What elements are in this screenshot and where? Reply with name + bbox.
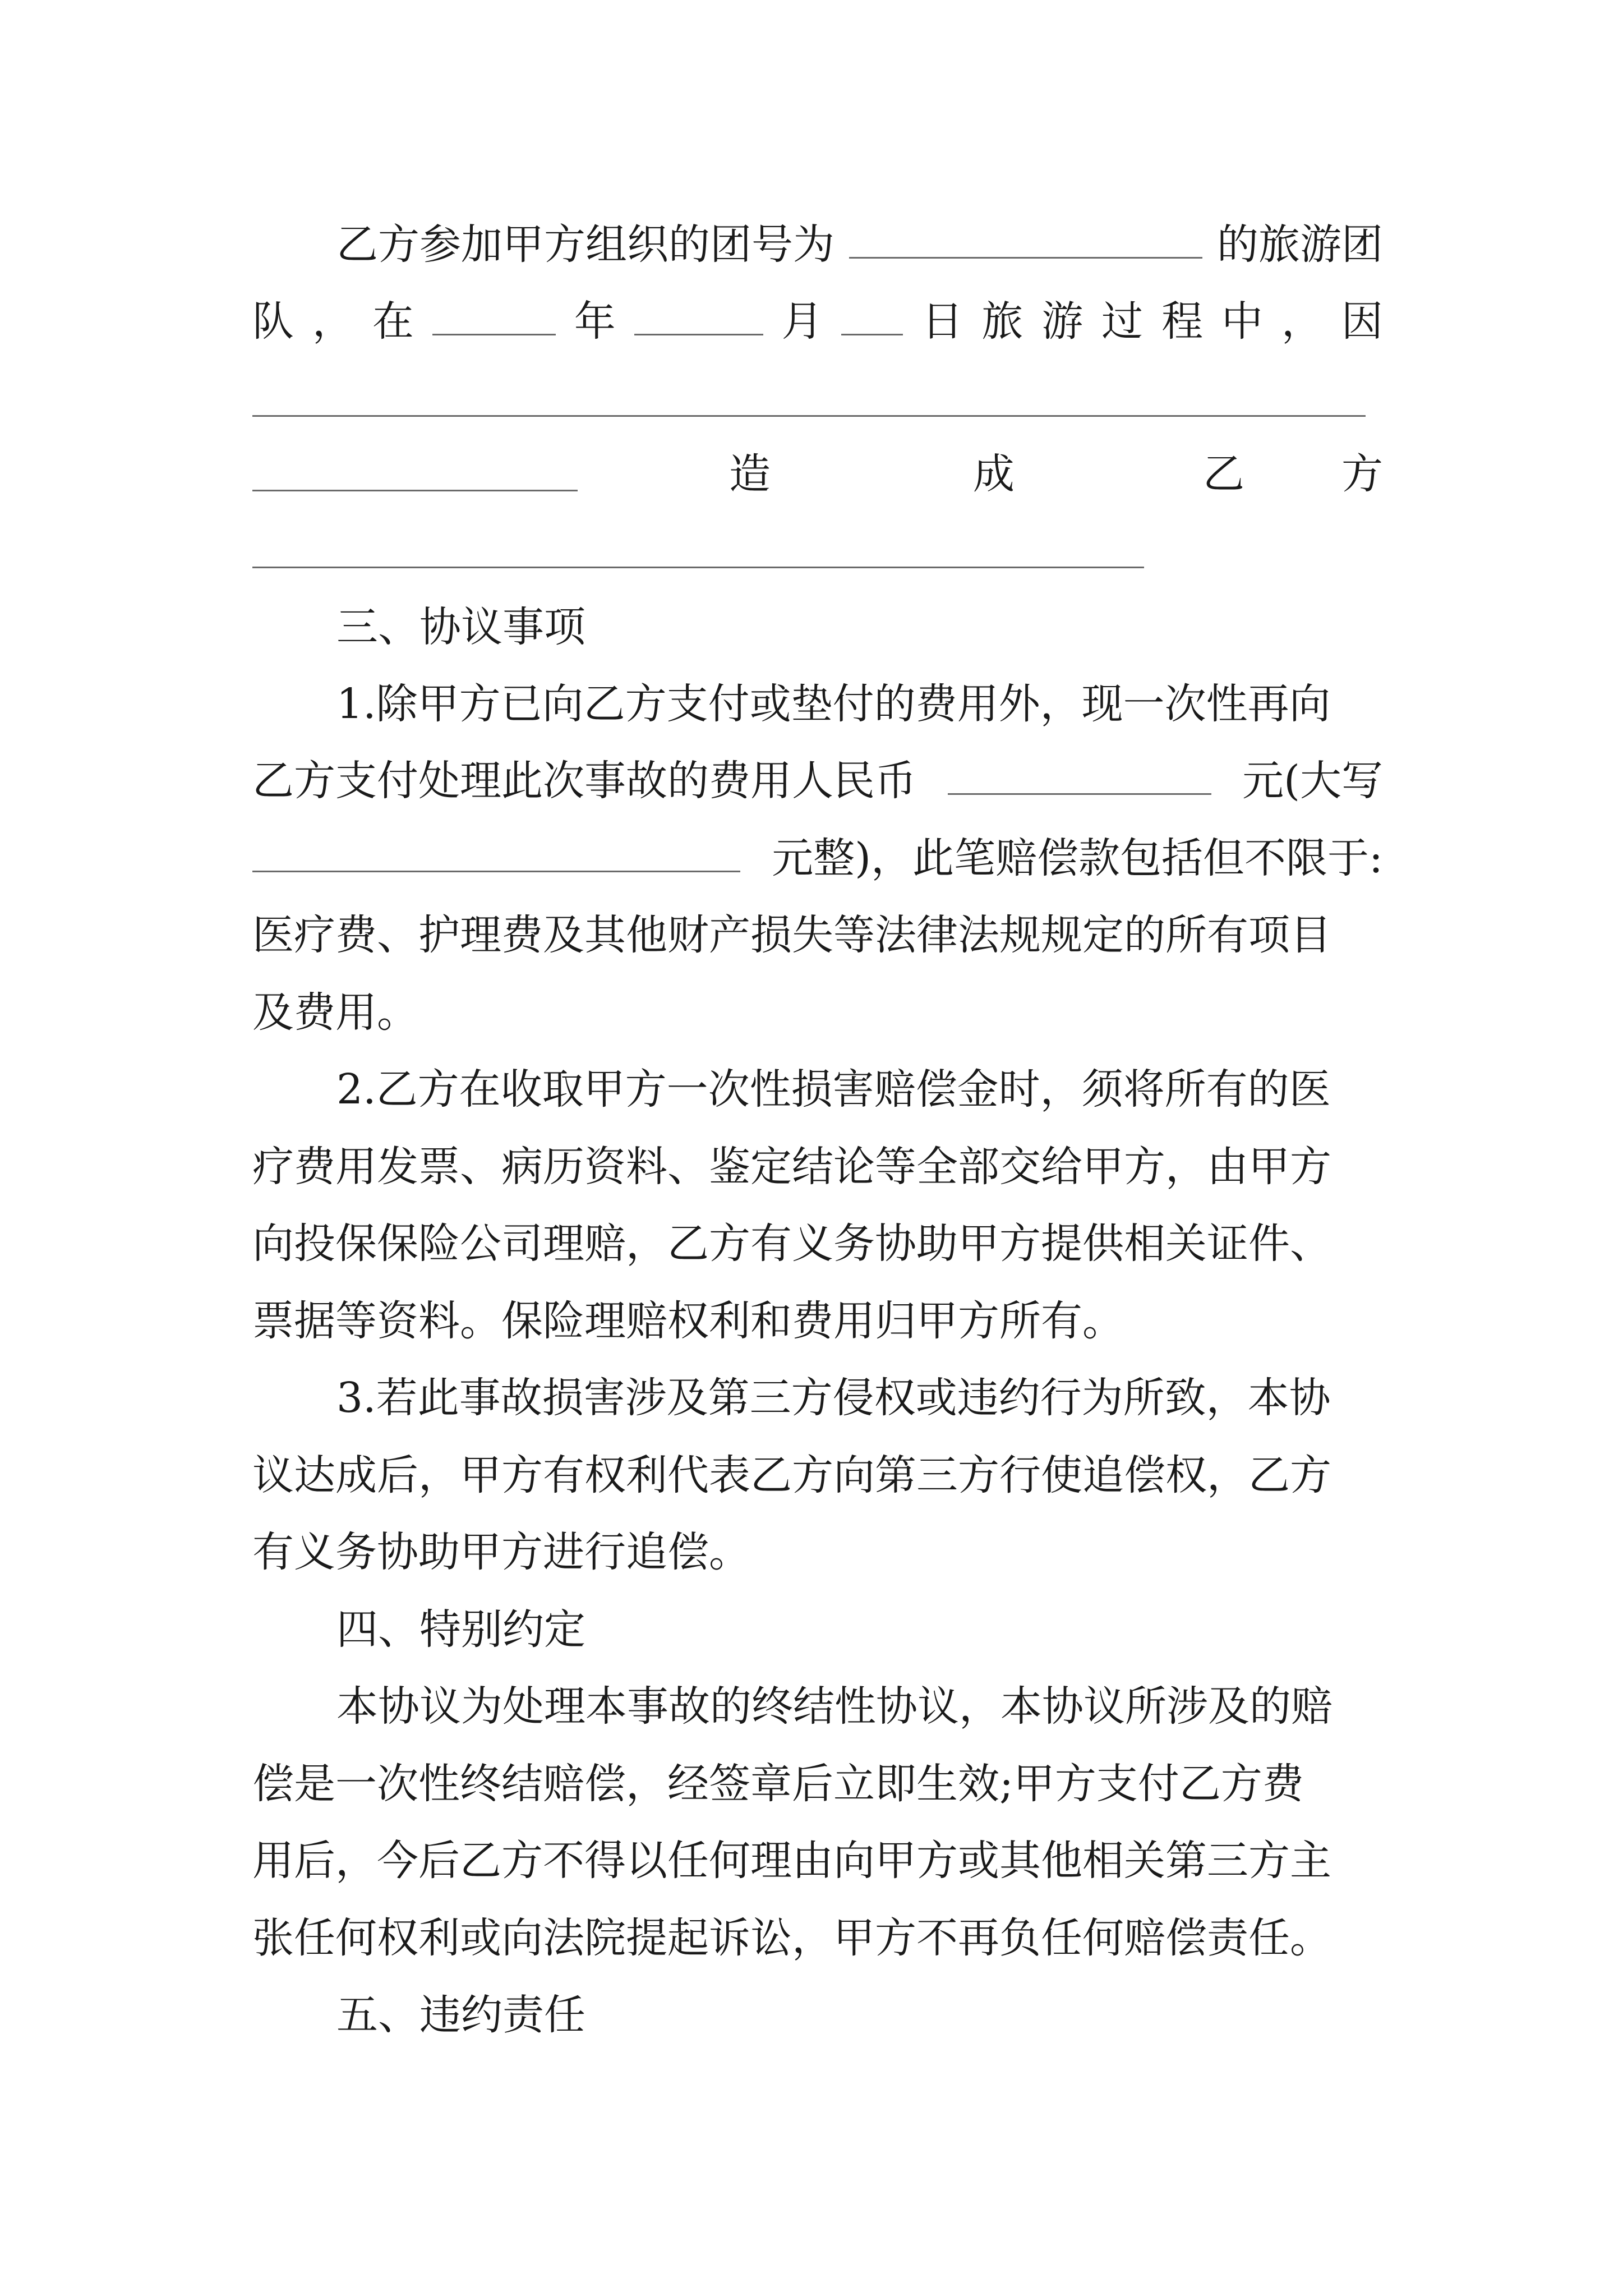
char: 成 — [973, 450, 1015, 498]
section-4-line-3: 用后，今后乙方不得以任何理由向甲方或其他相关第三方主 — [252, 1837, 1331, 1885]
section-3-heading: 三、协议事项 — [336, 603, 585, 651]
item-3-line-3: 有义务协助甲方进行追偿。 — [252, 1528, 750, 1576]
intro-line-2 — [252, 293, 1383, 349]
char: 游 — [1041, 297, 1083, 346]
item-3-line-1: 3.若此事故损害涉及第三方侵权或违约行为所致，本协 — [336, 1374, 1331, 1422]
damage-blank[interactable] — [252, 567, 1144, 568]
intro-line-1 — [336, 217, 1383, 273]
item-1-line-1: 1.除甲方已向乙方支付或垫付的费用外，现一次性再向 — [336, 680, 1331, 728]
amount-blank[interactable] — [948, 754, 1211, 795]
item-text: 乙方支付处理此次事故的费用人民币 — [252, 757, 916, 805]
intro-text: 的旅游团 — [1217, 220, 1383, 269]
char: 队 — [252, 297, 294, 346]
char: 年 — [574, 297, 616, 346]
char: 在 — [372, 297, 414, 346]
char: 程 — [1161, 297, 1204, 346]
char: 造 — [729, 450, 771, 498]
char: 日 — [921, 297, 963, 346]
amount-uppercase-blank[interactable] — [252, 831, 740, 872]
day-blank[interactable] — [841, 295, 903, 335]
item-2-line-4: 票据等资料。保险理赔权利和费用归甲方所有。 — [252, 1297, 1124, 1345]
item-1-line-3 — [252, 830, 1383, 886]
char: ， — [312, 297, 354, 346]
item-2-line-1: 2.乙方在收取甲方一次性损害赔偿金时，须将所有的医 — [336, 1065, 1331, 1114]
item-1-line-5: 及费用。 — [252, 988, 418, 1037]
char: 因 — [1341, 297, 1383, 346]
year-blank[interactable] — [432, 295, 556, 335]
cause-blank-continued[interactable] — [252, 450, 578, 491]
item-text: 元整)，此笔赔偿款包括但不限于: — [772, 834, 1383, 882]
item-1-line-2 — [252, 753, 1383, 809]
char: ， — [1281, 297, 1323, 346]
char: 月 — [781, 297, 823, 346]
item-2-line-3: 向投保保险公司理赔，乙方有义务协助甲方提供相关证件、 — [252, 1220, 1331, 1268]
char: 过 — [1101, 297, 1144, 346]
month-blank[interactable] — [634, 295, 763, 335]
section-5-heading: 五、违约责任 — [336, 1991, 585, 2039]
char: 方 — [1341, 450, 1383, 498]
item-text: 元(大写 — [1242, 757, 1383, 805]
section-4-line-1: 本协议为处理本事故的终结性协议，本协议所涉及的赔 — [336, 1682, 1332, 1731]
section-4-line-4: 张任何权利或向法院提起诉讼，甲方不再负任何赔偿责任。 — [252, 1914, 1331, 1962]
section-4-line-2: 偿是一次性终结赔偿，经签章后立即生效;甲方支付乙方费 — [252, 1760, 1304, 1808]
char: 乙 — [1203, 450, 1244, 498]
char: 中 — [1221, 297, 1263, 346]
intro-line-4 — [252, 446, 1383, 502]
section-4-heading: 四、特别约定 — [336, 1605, 585, 1654]
char: 旅 — [981, 297, 1023, 346]
item-3-line-2: 议达成后，甲方有权利代表乙方向第三方行使追偿权，乙方 — [252, 1451, 1331, 1499]
item-1-line-4: 医疗费、护理费及其他财产损失等法律法规规定的所有项目 — [252, 911, 1331, 959]
item-2-line-2: 疗费用发票、病历资料、鉴定结论等全部交给甲方，由甲方 — [252, 1143, 1331, 1191]
tour-group-number-blank[interactable] — [849, 218, 1202, 259]
intro-text: 乙方参加甲方组织的团号为 — [336, 220, 834, 269]
cause-blank[interactable] — [252, 415, 1366, 417]
